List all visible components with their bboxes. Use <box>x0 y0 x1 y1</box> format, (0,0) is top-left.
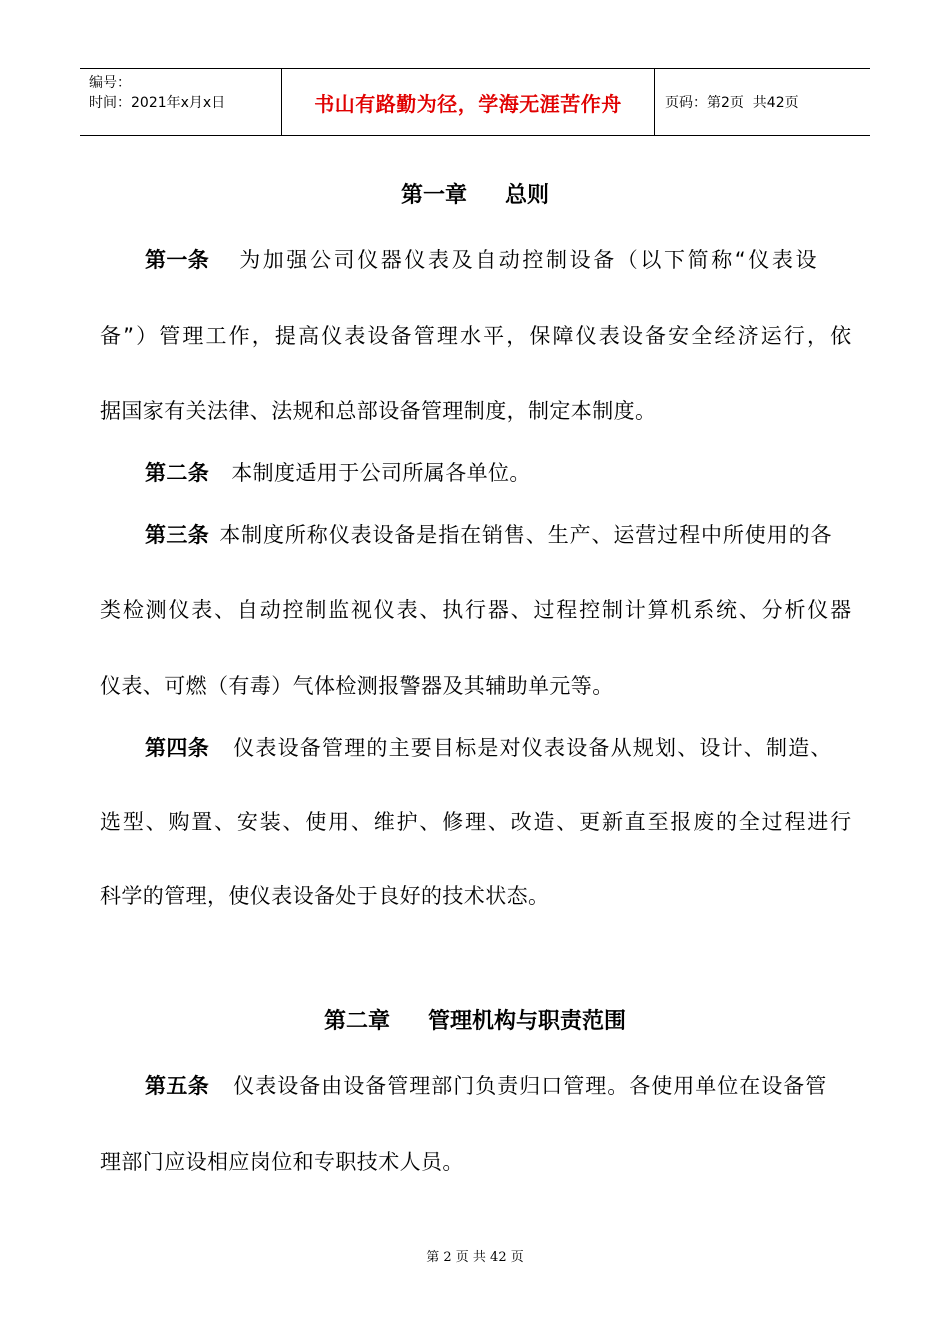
header-page-label: 页码：第2页 共42页 <box>665 95 799 111</box>
article-paragraph-line <box>100 457 852 487</box>
chapter-title: 总则 <box>505 183 550 208</box>
article-text: 据国家有关法律、法规和总部设备管理制度，制定本制度。 <box>100 399 657 423</box>
article-paragraph-line <box>100 244 852 274</box>
article-text: 备”）管理工作，提高仪表设备管理水平，保障仪表设备安全经济运行，依 <box>100 324 852 348</box>
article-number: 第三条 <box>145 523 210 547</box>
header-page-cell <box>655 69 870 135</box>
article-text: 本制度适用于公司所属各单位。 <box>231 461 531 485</box>
article-paragraph-line <box>100 594 852 624</box>
article-text: 本制度所称仪表设备是指在销售、生产、运营过程中所使用的各 <box>219 523 833 547</box>
header-info-cell <box>80 69 282 135</box>
chapter-heading <box>0 1004 950 1035</box>
article-number: 第二条 <box>145 461 210 485</box>
article-text: 科学的管理，使仪表设备处于良好的技术状态。 <box>100 884 550 908</box>
chapter-title: 管理机构与职责范围 <box>428 1009 627 1034</box>
article-paragraph-line <box>100 670 852 700</box>
page-header <box>80 68 870 136</box>
article-text: 仪表、可燃（有毒）气体检测报警器及其辅助单元等。 <box>100 674 614 698</box>
header-motto: 书山有路勤为径，学海无涯苦作舟 <box>314 91 622 116</box>
article-paragraph-line <box>100 880 852 910</box>
article-number: 第一条 <box>145 248 210 272</box>
article-paragraph-line <box>100 732 852 762</box>
chapter-heading <box>0 178 950 209</box>
article-paragraph-line <box>100 1070 852 1100</box>
article-text: 类检测仪表、自动控制监视仪表、执行器、过程控制计算机系统、分析仪器 <box>100 598 852 622</box>
article-paragraph-line <box>100 1146 852 1176</box>
article-paragraph-line <box>100 806 852 836</box>
article-number: 第四条 <box>145 736 210 760</box>
chapter-number: 第二章 <box>323 1009 390 1034</box>
article-text: 为加强公司仪器仪表及自动控制设备（以下简称“仪表设 <box>239 248 820 272</box>
article-text: 理部门应设相应岗位和专职技术人员。 <box>100 1150 464 1174</box>
article-text: 选型、购置、安装、使用、维护、修理、改造、更新直至报废的全过程进行 <box>100 810 852 834</box>
footer-page-number: 第 2 页 共 42 页 <box>426 1250 524 1265</box>
chapter-number: 第一章 <box>400 183 467 208</box>
header-motto-cell <box>282 69 655 135</box>
article-number: 第五条 <box>145 1074 210 1098</box>
page-footer <box>0 1246 950 1265</box>
article-text: 仪表设备管理的主要目标是对仪表设备从规划、设计、制造、 <box>233 736 833 760</box>
article-paragraph-line <box>100 519 852 549</box>
article-paragraph-line <box>100 395 852 425</box>
document-time-label: 时间：2021年x月x日 <box>89 95 226 111</box>
article-text: 仪表设备由设备管理部门负责归口管理。各使用单位在设备管 <box>233 1074 828 1098</box>
article-paragraph-line <box>100 320 852 350</box>
document-number-label: 编号： <box>89 75 131 91</box>
